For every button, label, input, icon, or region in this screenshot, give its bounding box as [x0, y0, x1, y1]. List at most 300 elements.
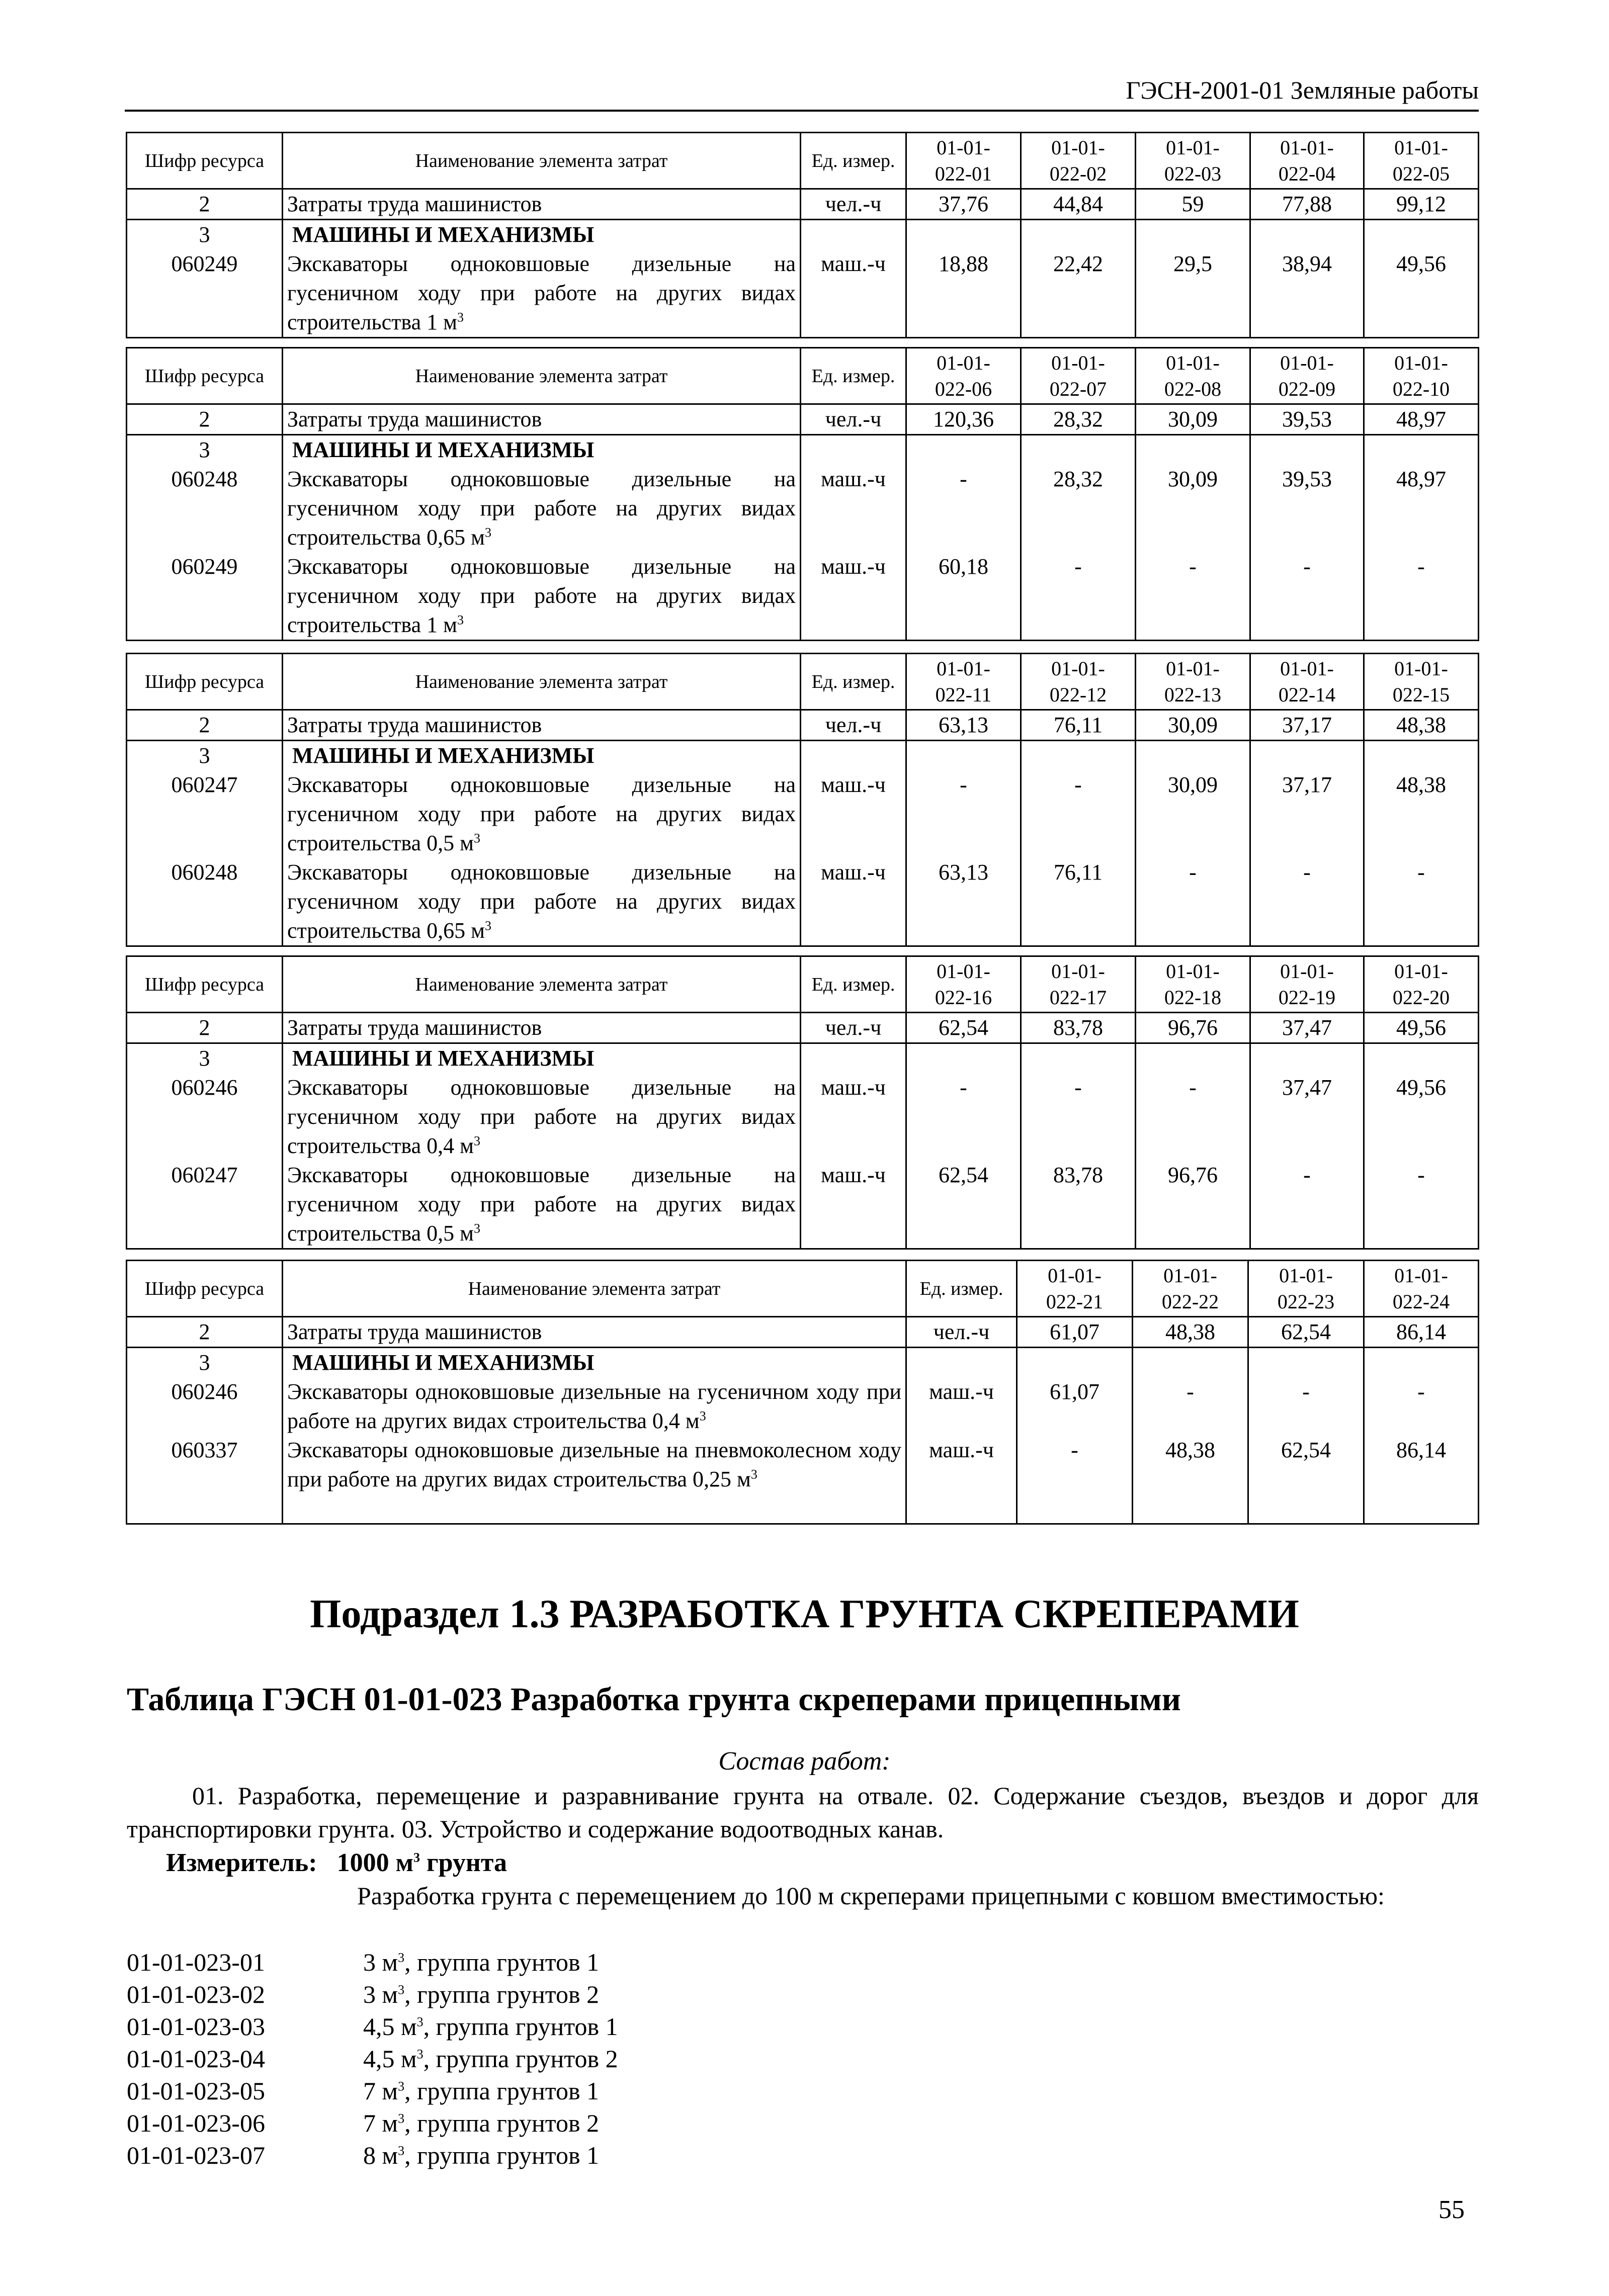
norm-code-part: 022-05	[1392, 162, 1450, 185]
norm-code-part: 01-01-	[937, 657, 990, 680]
col-header-unit: Ед. измер.	[906, 1261, 1017, 1317]
resource-table	[126, 653, 1479, 947]
machine-unit: маш.-ч	[821, 1163, 886, 1187]
norm-code-part: 01-01-	[1280, 351, 1334, 374]
machines-values	[1250, 741, 1364, 946]
col-header-norm	[1364, 956, 1479, 1013]
norm-item	[127, 2075, 931, 2107]
labor-value: 96,76	[1136, 1013, 1250, 1043]
machine-name-text: Экскаваторы одноковшовые дизельные на гусеничном ходу при работе на других видах строительства 1 м	[287, 554, 796, 637]
machines-row	[127, 435, 1479, 641]
col-header-norm	[1248, 1261, 1364, 1317]
norm-code-part: 022-13	[1164, 683, 1222, 706]
composition-label: Состав работ:	[718, 1747, 891, 1776]
norm-code-part: 022-10	[1392, 377, 1450, 400]
labor-value: 49,56	[1364, 1013, 1479, 1043]
section-title: Подраздел 1.3 РАЗРАБОТКА ГРУНТА СКРЕПЕРАМИ	[310, 1592, 1299, 1636]
machine-value: 49,56	[1396, 1075, 1446, 1100]
norm-item-text	[363, 2043, 618, 2075]
machine-value: -	[1417, 1379, 1425, 1404]
machine-value: 60,18	[939, 554, 988, 579]
machines-values	[1021, 741, 1136, 946]
labor-value: 30,09	[1136, 404, 1250, 435]
norm-code-part: 01-01-	[937, 959, 990, 983]
machines-values	[1364, 741, 1479, 946]
machine-value: -	[1303, 554, 1311, 579]
norm-code-part: 01-01-	[1394, 959, 1448, 983]
meter-line	[166, 1845, 507, 1881]
machine-name-text: Экскаваторы одноковшовые дизельные на гусеничном ходу при работе на других видах строительства 0,4 м	[287, 1379, 901, 1433]
norm-code-part: 01-01-	[1166, 657, 1220, 680]
meter-value: 1000 м	[336, 1848, 414, 1877]
machine-name	[287, 1161, 796, 1248]
norm-item-rest: , группа грунтов 1	[423, 2012, 618, 2041]
machine-name	[287, 1073, 796, 1161]
col-header-norm	[906, 956, 1021, 1013]
norm-item-volume: 7 м	[363, 2109, 398, 2137]
machine-code: 060247	[171, 772, 238, 797]
norm-code-part: 01-01-	[1166, 351, 1220, 374]
labor-value: 120,36	[906, 404, 1021, 435]
col-header-norm	[1364, 654, 1479, 710]
labor-row	[127, 710, 1479, 741]
norm-code-part: 01-01-	[1280, 657, 1334, 680]
resource-table	[126, 347, 1479, 641]
norm-table-1	[126, 132, 1478, 338]
machines-values	[1136, 1043, 1250, 1249]
machines-row	[127, 1348, 1479, 1524]
col-header-norm	[1364, 348, 1479, 404]
col-header-norm	[1250, 133, 1364, 189]
machine-value: -	[1417, 1163, 1425, 1187]
labor-value: 59	[1136, 189, 1250, 220]
col-header-norm	[1021, 654, 1136, 710]
col-header-unit: Ед. измер.	[801, 956, 906, 1013]
machine-name-superscript: 3	[473, 1221, 480, 1236]
labor-code: 2	[127, 1013, 283, 1043]
machine-value: -	[1189, 860, 1197, 885]
norm-code-part: 01-01-	[1394, 136, 1448, 159]
col-header-norm	[906, 654, 1021, 710]
labor-name: Затраты труда машинистов	[283, 1317, 906, 1348]
machines-names	[283, 220, 801, 338]
norm-table-4	[126, 955, 1478, 1250]
machines-values	[1021, 435, 1136, 641]
machines-units	[906, 1348, 1017, 1524]
table-header-row	[127, 956, 1479, 1013]
machine-unit: маш.-ч	[821, 1075, 886, 1100]
machines-values	[1017, 1348, 1133, 1524]
labor-value: 39,53	[1250, 404, 1364, 435]
machine-value: 48,38	[1396, 772, 1446, 797]
items-intro: Разработка грунта с перемещением до 100 м скреперами прицепными с ковшом вместимостью:	[357, 1882, 1385, 1910]
labor-value: 99,12	[1364, 189, 1479, 220]
table-header-row	[127, 654, 1479, 710]
norm-item	[127, 1946, 931, 1978]
norm-code-part: 01-01-	[1280, 136, 1334, 159]
col-header-name: Наименование элемента затрат	[283, 348, 801, 404]
labor-value: 48,38	[1364, 710, 1479, 741]
machine-value: 63,13	[939, 860, 988, 885]
machine-value: 62,54	[1281, 1438, 1331, 1462]
machine-unit: маш.-ч	[929, 1379, 994, 1404]
labor-unit: чел.-ч	[801, 1013, 906, 1043]
norm-item-superscript: 3	[398, 1950, 405, 1965]
labor-value: 37,17	[1250, 710, 1364, 741]
norm-item	[127, 2010, 931, 2043]
norm-item-text	[363, 2139, 599, 2171]
labor-name: Затраты труда машинистов	[283, 189, 801, 220]
norm-code-part: 022-07	[1049, 377, 1107, 400]
norm-table-2	[126, 347, 1478, 641]
machine-unit: маш.-ч	[929, 1438, 994, 1462]
machine-name	[287, 858, 796, 945]
norm-code-part: 01-01-	[1394, 351, 1448, 374]
norm-item-volume: 3 м	[363, 1948, 398, 1976]
table-header-row	[127, 1261, 1479, 1317]
machines-values	[1136, 220, 1250, 338]
machines-names	[283, 1348, 906, 1524]
machine-name-superscript: 3	[750, 1467, 757, 1482]
machine-name	[287, 1436, 901, 1523]
norm-item-rest: , группа грунтов 2	[423, 2045, 618, 2073]
labor-row	[127, 1317, 1479, 1348]
machines-names	[283, 1043, 801, 1249]
machines-section-code: 3	[199, 437, 210, 462]
machines-values	[1250, 220, 1364, 338]
norm-code-part: 01-01-	[1280, 959, 1334, 983]
norm-code-part: 022-19	[1278, 986, 1336, 1009]
machines-codes	[127, 220, 283, 338]
col-header-code: Шифр ресурса	[127, 133, 283, 189]
norm-item-volume: 4,5 м	[363, 2045, 417, 2073]
machine-name-superscript: 3	[484, 525, 491, 540]
machine-value: -	[1074, 772, 1082, 797]
machines-values	[1021, 1043, 1136, 1249]
machine-value: 86,14	[1396, 1438, 1446, 1462]
meter-superscript: 3	[413, 1850, 420, 1865]
norm-item-code: 01-01-023-02	[127, 1980, 265, 2008]
col-header-code: Шифр ресурса	[127, 654, 283, 710]
norm-item-superscript: 3	[398, 2079, 405, 2094]
norm-item-code: 01-01-023-05	[127, 2077, 265, 2105]
col-header-norm	[1136, 133, 1250, 189]
machine-name-text: Экскаваторы одноковшовые дизельные на гусеничном ходу при работе на других видах строительства 0,5 м	[287, 772, 796, 855]
machine-value: -	[1187, 1379, 1194, 1404]
resource-table	[126, 955, 1479, 1250]
norm-code-part: 022-23	[1277, 1290, 1335, 1313]
labor-name: Затраты труда машинистов	[283, 404, 801, 435]
norm-item-rest: , группа грунтов 2	[404, 2109, 600, 2137]
machine-value: 18,88	[939, 251, 988, 276]
norm-item-rest: , группа грунтов 2	[404, 1980, 600, 2008]
machines-units	[801, 220, 906, 338]
norm-item-rest: , группа грунтов 1	[404, 1948, 600, 1976]
labor-value: 44,84	[1021, 189, 1136, 220]
machine-code: 060248	[171, 860, 238, 885]
labor-unit: чел.-ч	[801, 710, 906, 741]
col-header-norm	[1250, 956, 1364, 1013]
norm-item-superscript: 3	[398, 2111, 405, 2126]
col-header-norm	[1017, 1261, 1133, 1317]
norm-item-text	[363, 1978, 599, 2010]
machine-value: 38,94	[1282, 251, 1332, 276]
machine-value: 39,53	[1282, 467, 1332, 491]
machine-unit: маш.-ч	[821, 251, 886, 276]
machine-name-superscript: 3	[457, 612, 464, 628]
machine-name-superscript: 3	[457, 310, 464, 325]
composition-text: 01. Разработка, перемещение и разравнивание грунта на отвале. 02. Содержание съездов, въездов и дорог для транспортировки грунта. 03. Устройство и содержание водоотводных канав.	[127, 1782, 1479, 1843]
norm-code-part: 01-01-	[1051, 136, 1105, 159]
machines-units	[801, 741, 906, 946]
machines-values	[1248, 1348, 1364, 1524]
machine-name-text: Экскаваторы одноковшовые дизельные на гусеничном ходу при работе на других видах строительства 0,65 м	[287, 467, 796, 550]
norm-item-text	[363, 2075, 599, 2107]
norm-item-volume: 3 м	[363, 1980, 398, 2008]
col-header-norm	[1133, 1261, 1248, 1317]
labor-value: 76,11	[1021, 710, 1136, 741]
machines-codes	[127, 435, 283, 641]
norm-item-code: 01-01-023-07	[127, 2141, 265, 2169]
norm-item-volume: 4,5 м	[363, 2012, 417, 2041]
col-header-norm	[1021, 133, 1136, 189]
machine-code: 060249	[171, 251, 238, 276]
norm-item	[127, 2139, 931, 2171]
machines-codes	[127, 1348, 283, 1524]
machines-section-title: МАШИНЫ И МЕХАНИЗМЫ	[292, 743, 595, 768]
machine-name-superscript: 3	[473, 1133, 480, 1149]
page-number: 55	[1438, 2195, 1465, 2224]
labor-value: 30,09	[1136, 710, 1250, 741]
machine-value: 22,42	[1053, 251, 1103, 276]
col-header-code: Шифр ресурса	[127, 348, 283, 404]
machines-section-code: 3	[199, 222, 210, 247]
labor-row	[127, 189, 1479, 220]
col-header-name: Наименование элемента затрат	[283, 956, 801, 1013]
labor-value: 62,54	[906, 1013, 1021, 1043]
machine-name	[287, 1377, 901, 1436]
norm-code-part: 022-17	[1049, 986, 1107, 1009]
machine-value: 48,97	[1396, 467, 1446, 491]
machines-units	[801, 435, 906, 641]
labor-value: 62,54	[1248, 1317, 1364, 1348]
machines-codes	[127, 1043, 283, 1249]
machine-value: -	[1074, 1075, 1082, 1100]
col-header-norm	[1250, 348, 1364, 404]
norm-code-part: 01-01-	[1166, 136, 1220, 159]
norm-code-part: 022-18	[1164, 986, 1222, 1009]
machines-row	[127, 741, 1479, 946]
machine-name-text: Экскаваторы одноковшовые дизельные на гусеничном ходу при работе на других видах строительства 0,5 м	[287, 1163, 796, 1246]
norm-code-part: 01-01-	[937, 351, 990, 374]
table-header-row	[127, 348, 1479, 404]
machines-units	[801, 1043, 906, 1249]
norm-item	[127, 1978, 931, 2010]
col-header-norm	[1364, 133, 1479, 189]
machines-section-title: МАШИНЫ И МЕХАНИЗМЫ	[292, 1350, 595, 1375]
col-header-norm	[906, 348, 1021, 404]
norm-code-part: 022-21	[1046, 1290, 1104, 1313]
machines-values	[1250, 435, 1364, 641]
norm-code-part: 022-24	[1392, 1290, 1450, 1313]
labor-unit: чел.-ч	[906, 1317, 1017, 1348]
machine-name-text: Экскаваторы одноковшовые дизельные на гусеничном ходу при работе на других видах строительства 0,4 м	[287, 1075, 796, 1158]
machines-values	[1364, 220, 1479, 338]
machine-value: 29,5	[1173, 251, 1212, 276]
labor-value: 63,13	[906, 710, 1021, 741]
machines-row	[127, 1043, 1479, 1249]
norm-code-part: 022-16	[935, 986, 992, 1009]
machine-name	[287, 770, 796, 858]
machine-value: -	[960, 467, 967, 491]
labor-code: 2	[127, 189, 283, 220]
norm-item-superscript: 3	[416, 2047, 424, 2062]
col-header-norm	[1136, 654, 1250, 710]
machines-values	[906, 220, 1021, 338]
machines-values	[906, 1043, 1021, 1249]
norm-item-code: 01-01-023-03	[127, 2012, 265, 2041]
machine-name-superscript: 3	[484, 918, 491, 933]
norm-item-superscript: 3	[416, 2014, 424, 2029]
machine-name-text: Экскаваторы одноковшовые дизельные на гусеничном ходу при работе на других видах строительства 0,65 м	[287, 860, 796, 943]
machine-code: 060246	[171, 1075, 238, 1100]
machines-values	[1364, 1043, 1479, 1249]
col-header-norm	[1021, 956, 1136, 1013]
resource-table	[126, 132, 1479, 338]
col-header-unit: Ед. измер.	[801, 654, 906, 710]
labor-code: 2	[127, 1317, 283, 1348]
col-header-norm	[1250, 654, 1364, 710]
norm-code-part: 022-06	[935, 377, 992, 400]
machine-name-text: Экскаваторы одноковшовые дизельные на гусеничном ходу при работе на других видах строительства 1 м	[287, 251, 796, 334]
machine-value: 96,76	[1168, 1163, 1218, 1187]
machine-value: -	[1071, 1438, 1078, 1462]
norm-item-text	[363, 2107, 599, 2139]
machine-value: 37,17	[1282, 772, 1332, 797]
norm-code-part: 022-15	[1392, 683, 1450, 706]
norm-item-volume: 8 м	[363, 2141, 398, 2169]
labor-value: 86,14	[1364, 1317, 1479, 1348]
machine-value: 49,56	[1396, 251, 1446, 276]
machine-value: 83,78	[1053, 1163, 1103, 1187]
norm-item-volume: 7 м	[363, 2077, 398, 2105]
machine-name-superscript: 3	[473, 831, 480, 846]
machine-value: -	[1417, 554, 1425, 579]
norm-code-part: 022-20	[1392, 986, 1450, 1009]
norm-code-part: 01-01-	[1166, 959, 1220, 983]
machine-value: 28,32	[1053, 467, 1103, 491]
norm-code-part: 01-01-	[1048, 1264, 1102, 1287]
resource-table	[126, 1260, 1479, 1525]
norm-code-part: 01-01-	[937, 136, 990, 159]
norm-code-part: 022-02	[1049, 162, 1107, 185]
machines-section-code: 3	[199, 743, 210, 768]
col-header-code: Шифр ресурса	[127, 1261, 283, 1317]
norm-item-code: 01-01-023-04	[127, 2045, 265, 2073]
machines-values	[1136, 741, 1250, 946]
col-header-unit: Ед. измер.	[801, 133, 906, 189]
machine-name-text: Экскаваторы одноковшовые дизельные на пневмоколесном ходу при работе на других видах строительства 0,25 м	[287, 1438, 901, 1491]
machine-value: 76,11	[1053, 860, 1103, 885]
labor-value: 48,97	[1364, 404, 1479, 435]
machines-names	[283, 741, 801, 946]
norm-item-text	[363, 1946, 599, 1978]
labor-value: 77,88	[1250, 189, 1364, 220]
norm-item-code: 01-01-023-06	[127, 2109, 265, 2137]
machines-codes	[127, 741, 283, 946]
machines-section-title: МАШИНЫ И МЕХАНИЗМЫ	[292, 222, 595, 247]
machine-value: -	[1303, 860, 1311, 885]
labor-unit: чел.-ч	[801, 189, 906, 220]
norm-code-part: 01-01-	[1051, 657, 1105, 680]
labor-value: 61,07	[1017, 1317, 1133, 1348]
machines-section-title: МАШИНЫ И МЕХАНИЗМЫ	[292, 437, 595, 462]
col-header-norm	[1136, 956, 1250, 1013]
labor-value: 37,76	[906, 189, 1021, 220]
machine-code: 060248	[171, 467, 238, 491]
labor-name: Затраты труда машинистов	[283, 710, 801, 741]
machine-value: -	[1302, 1379, 1310, 1404]
norm-code-part: 01-01-	[1051, 959, 1105, 983]
norm-code-part: 01-01-	[1163, 1264, 1217, 1287]
machines-values	[1364, 435, 1479, 641]
norm-table-5	[126, 1260, 1478, 1525]
col-header-norm	[1021, 348, 1136, 404]
machine-code: 060247	[171, 1163, 238, 1187]
machine-unit: маш.-ч	[821, 467, 886, 491]
labor-value: 28,32	[1021, 404, 1136, 435]
col-header-norm	[1136, 348, 1250, 404]
labor-unit: чел.-ч	[801, 404, 906, 435]
machine-value: -	[1303, 1163, 1311, 1187]
machines-section-title: МАШИНЫ И МЕХАНИЗМЫ	[292, 1046, 595, 1071]
machine-unit: маш.-ч	[821, 554, 886, 579]
norm-item	[127, 2043, 931, 2075]
machines-section-code: 3	[199, 1350, 210, 1375]
machine-unit: маш.-ч	[821, 772, 886, 797]
labor-name: Затраты труда машинистов	[283, 1013, 801, 1043]
machine-value: -	[960, 772, 967, 797]
norm-item-superscript: 3	[398, 1982, 405, 1997]
table-title: Таблица ГЭСН 01-01-023 Разработка грунта скреперами прицепными	[127, 1681, 1181, 1718]
col-header-code: Шифр ресурса	[127, 956, 283, 1013]
table-header-row	[127, 133, 1479, 189]
norm-code-part: 022-03	[1164, 162, 1222, 185]
norm-table-3	[126, 653, 1478, 947]
norm-code-part: 01-01-	[1279, 1264, 1333, 1287]
norm-item-rest: , группа грунтов 1	[404, 2141, 600, 2169]
norm-item-code: 01-01-023-01	[127, 1948, 265, 1976]
col-header-name: Наименование элемента затрат	[283, 133, 801, 189]
norm-code-part: 022-11	[935, 683, 992, 706]
machine-value: -	[1417, 860, 1425, 885]
machine-value: -	[1189, 1075, 1197, 1100]
norm-code-part: 022-04	[1278, 162, 1336, 185]
machines-values	[906, 435, 1021, 641]
norm-item-rest: , группа грунтов 1	[404, 2077, 600, 2105]
machines-row	[127, 220, 1479, 338]
machines-values	[1136, 435, 1250, 641]
machine-value: -	[1074, 554, 1082, 579]
norm-code-part: 022-22	[1161, 1290, 1219, 1313]
norm-code-part: 01-01-	[1051, 351, 1105, 374]
machines-names	[283, 435, 801, 641]
machine-name	[287, 249, 796, 337]
norm-items-list	[127, 1946, 931, 2171]
norm-item-superscript: 3	[398, 2143, 405, 2158]
labor-value: 83,78	[1021, 1013, 1136, 1043]
machines-section-code: 3	[199, 1046, 210, 1071]
